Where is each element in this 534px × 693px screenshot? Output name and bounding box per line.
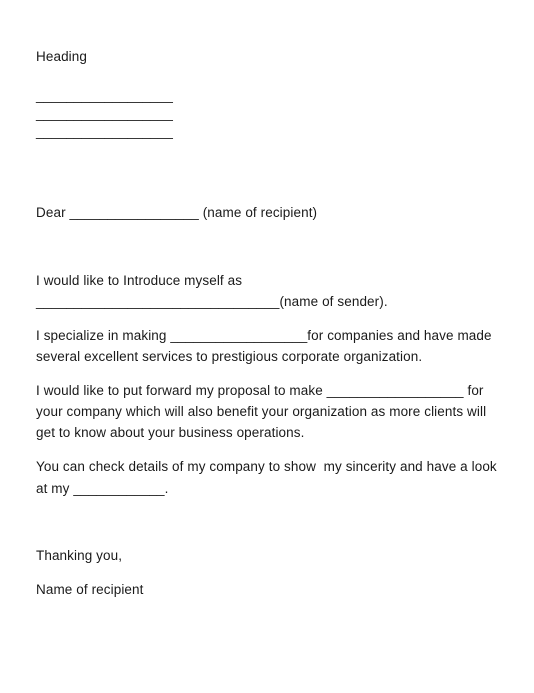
signature-name: Name of recipient bbox=[36, 582, 144, 597]
paragraph-4-line-2: at my ____________. bbox=[36, 481, 169, 496]
heading-blank-line-3: __________________ bbox=[36, 124, 173, 139]
intro-line-1: I would like to Introduce myself as bbox=[36, 273, 243, 288]
paragraph-3-line-2: your company which will also benefit your organization as more clients will bbox=[36, 404, 487, 419]
heading-blank-line-2: __________________ bbox=[36, 106, 173, 121]
letter-heading: Heading bbox=[36, 49, 87, 64]
intro-line-2: ________________________________(name of sender). bbox=[36, 294, 388, 309]
salutation: Dear _________________ (name of recipient) bbox=[36, 205, 318, 220]
paragraph-2-line-1: I specialize in making __________________for companies and have made bbox=[36, 328, 492, 343]
paragraph-3-line-1: I would like to put forward my proposal to make __________________ for bbox=[36, 383, 484, 398]
paragraph-2-line-2: several excellent services to prestigious corporate organization. bbox=[36, 349, 423, 364]
paragraph-3-line-3: get to know about your business operations. bbox=[36, 425, 305, 440]
closing: Thanking you, bbox=[36, 548, 123, 563]
heading-blank-line-1: __________________ bbox=[36, 88, 173, 103]
paragraph-4-line-1: You can check details of my company to show my sincerity and have a look bbox=[36, 459, 497, 474]
